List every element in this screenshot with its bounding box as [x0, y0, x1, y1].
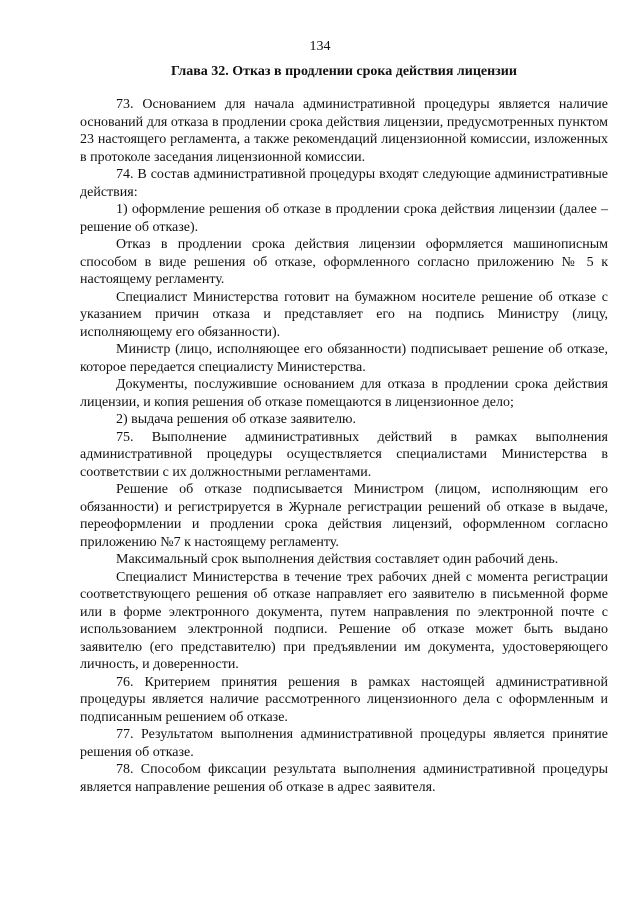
paragraph-74: 74. В состав административной процедуры входят следующие административные действия: — [80, 167, 608, 200]
paragraph-78: 78. Способом фиксации результата выполнения административной процедуры является направление решения об отказе в адрес заявителя. — [80, 762, 608, 795]
paragraph-76: 76. Критерием принятия решения в рамках настоящей административной процедуры является наличие рассмотренного лицензионного дела с оформленным и подписанным решением об отказе. — [80, 674, 608, 725]
paragraph-refusal-form: Отказ в продлении срока действия лицензии оформляется машинописным способом в виде решения об отказе, оформленного согласно приложению № 5 к настоящему регламенту. — [80, 237, 608, 287]
paragraph-74-item-1: 1) оформление решения об отказе в продлении срока действия лицензии (далее – решение об отказе). — [80, 202, 608, 235]
chapter-title: Глава 32. Отказ в продлении срока действия лицензии — [171, 64, 517, 79]
paragraph-74-item-2: 2) выдача решения об отказе заявителю. — [116, 412, 357, 427]
paragraph-documents-filed: Документы, послужившие основанием для отказа в продлении срока действия лицензии, и копия решения об отказе помещаются в лицензионное дело; — [80, 377, 608, 410]
paragraph-75: 75. Выполнение административных действий в рамках выполнения административной процедуры осуществляется специалистами Министерства в соответствии с их должностными регламентами. — [80, 429, 608, 480]
paragraph-max-term: Максимальный срок выполнения действия составляет один рабочий день. — [116, 552, 559, 567]
paragraph-specialist-prepares: Специалист Министерства готовит на бумажном носителе решение об отказе с указанием причин отказа и представляет его на подпись Министру (лицу, исполняющему его обязанности). — [80, 289, 608, 340]
paragraph-minister-signs: Министр (лицо, исполняющее его обязанности) подписывает решение об отказе, которое передается специалисту Министерства. — [80, 342, 608, 375]
paragraph-delivery: Специалист Министерства в течение трех рабочих дней с момента регистрации соответствующего решения об отказе направляет его заявителю в письменной форме или в форме электронного документа, путем направления по электронной почте с использованием электронной подписи. Решение об отказе может быть выдано заявителю (его представителю) при предъявлении им документа, удостоверяющего личность, и доверенности. — [80, 569, 608, 672]
paragraph-registration: Решение об отказе подписывается Министром (лицом, исполняющим его обязанности) и регистрируется в Журнале регистрации решений об отказе в выдаче, переоформлении и продлении срока действия лицензий, оформленном согласно приложению №7 к настоящему регламенту. — [80, 482, 608, 550]
paragraph-73: 73. Основанием для начала административной процедуры является наличие оснований для отказа в продлении срока действия лицензии, предусмотренных пунктом 23 настоящего регламента, а также рекомендаций лицензионной комиссии, изложенных в протоколе заседания лицензионной комиссии. — [80, 97, 608, 165]
paragraph-77: 77. Результатом выполнения административной процедуры является принятие решения об отказе. — [80, 727, 608, 760]
document-body — [80, 96, 608, 796]
page-number: 134 — [309, 39, 331, 54]
